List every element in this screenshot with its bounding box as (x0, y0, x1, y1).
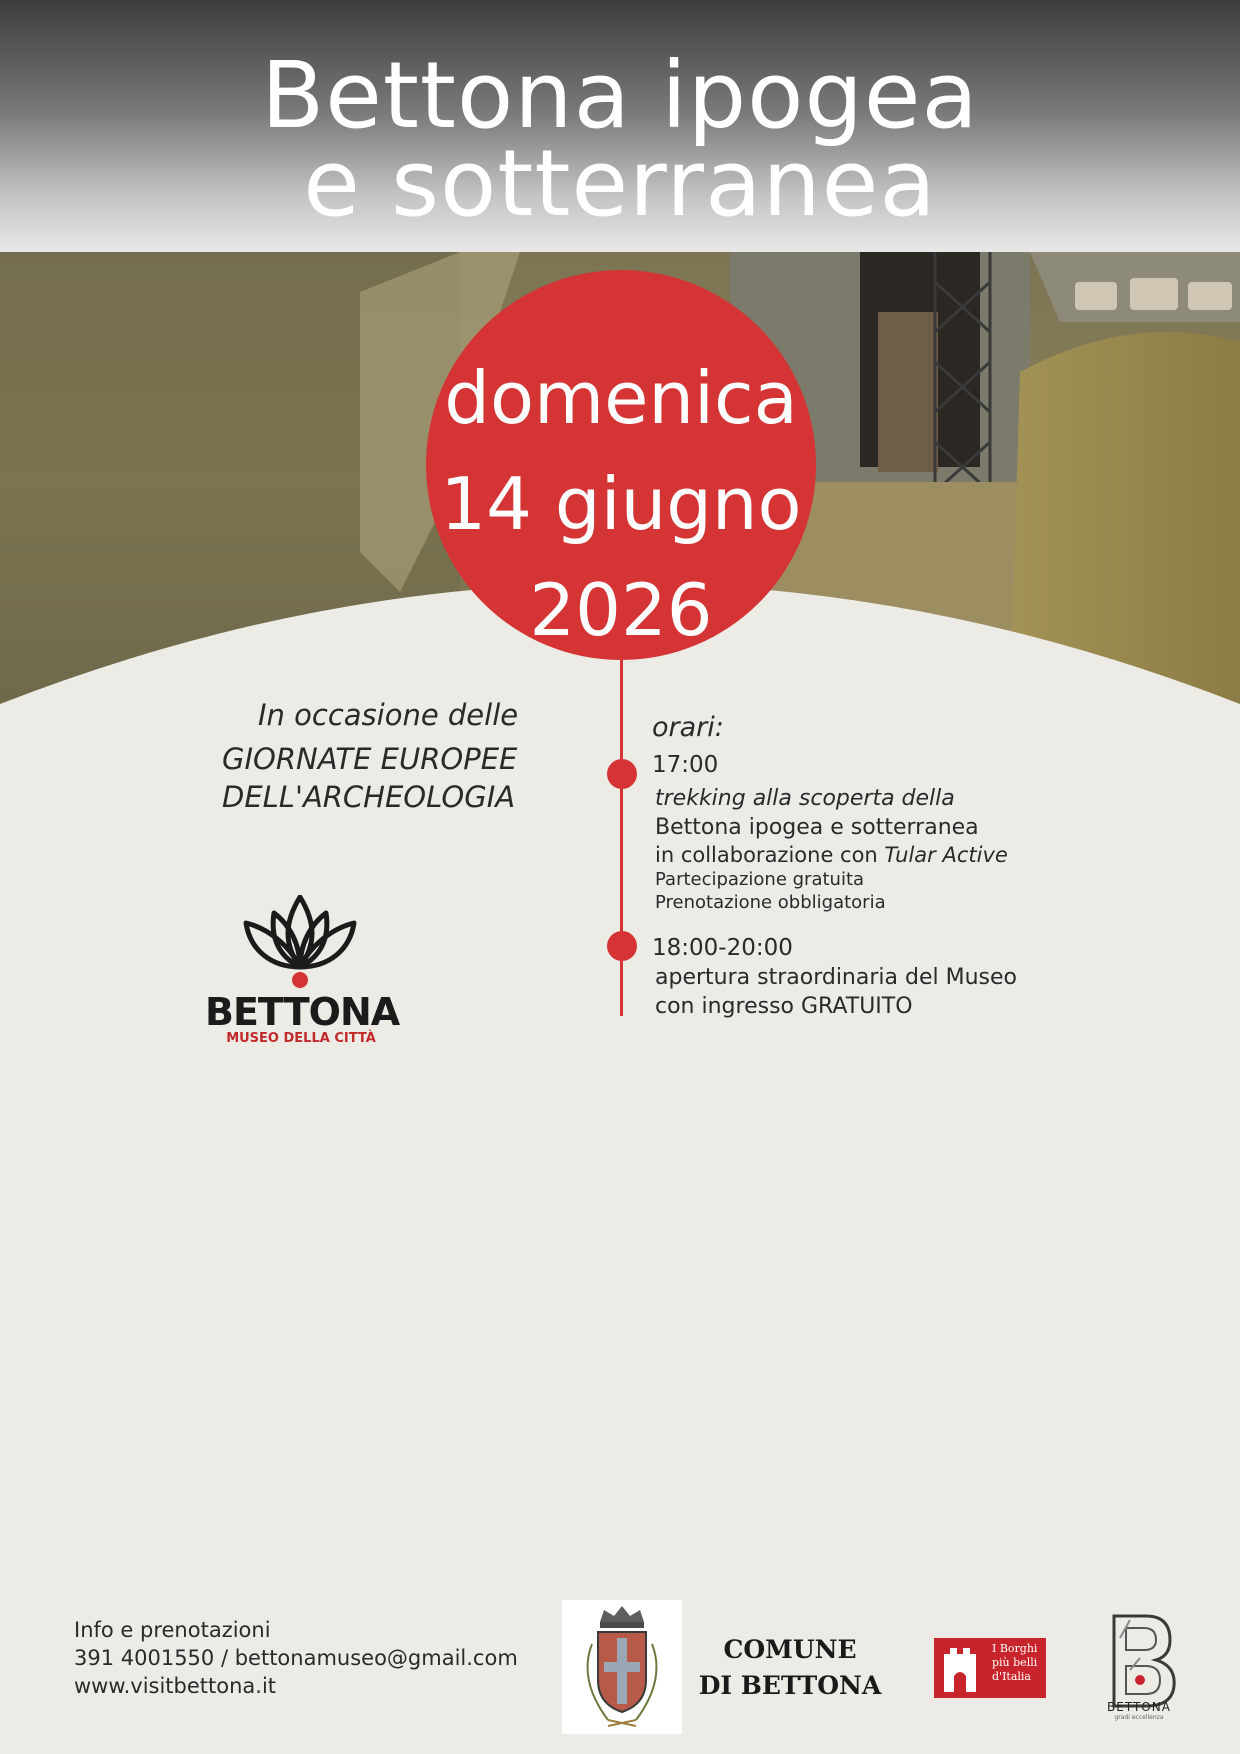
date-year: 2026 (529, 568, 713, 652)
date-day-month: 14 giugno (440, 462, 802, 546)
event1-time: 17:00 (652, 752, 719, 778)
timeline-marker-2 (607, 931, 637, 961)
comune-line2: DI BETTONA (698, 1671, 882, 1700)
schedule-timeline (620, 658, 623, 1016)
museum-logo-name: BETTONA (205, 990, 400, 1034)
borghi-label (992, 1642, 1044, 1684)
borghi-line1: I Borghi (992, 1642, 1038, 1655)
event1-note-free: Partecipazione gratuita (655, 869, 865, 890)
event2-line2: con ingresso GRATUITO (655, 994, 913, 1019)
museum-logo-subtitle: MUSEO DELLA CITTÀ (226, 1031, 376, 1046)
date-weekday: domenica (444, 356, 798, 440)
event2-time: 18:00-20:00 (652, 935, 793, 961)
borghi-line3: d'Italia (992, 1670, 1031, 1683)
timeline-marker-1 (607, 759, 637, 789)
occasion-intro: In occasione delle (258, 698, 519, 732)
info-label: Info e prenotazioni (74, 1618, 271, 1642)
brand-name: BETTONA (1107, 1700, 1171, 1714)
event1-partner: Tular Active (884, 843, 1008, 867)
event-date-badge (426, 270, 816, 660)
event2-line1: apertura straordinaria del Museo (655, 965, 1017, 990)
borghi-tower-icon (934, 1638, 986, 1698)
event1-collab-prefix: in collaborazione con (655, 843, 885, 867)
occasion-line2: DELL'ARCHEOLOGIA (222, 780, 516, 814)
comune-name (695, 1632, 885, 1704)
brand-tagline: gradi eccellenza (1114, 1714, 1164, 1721)
comune-line1: COMUNE (723, 1635, 857, 1664)
borghi-line2: più belli (992, 1656, 1038, 1669)
event-title-line2: e sotterranea (303, 130, 937, 237)
event1-line2: Bettona ipogea e sotterranea (655, 815, 979, 840)
coat-of-arms-icon (562, 1600, 682, 1734)
website-link[interactable]: www.visitbettona.it (74, 1674, 277, 1698)
occasion-line1: GIORNATE EUROPEE (222, 742, 518, 776)
event1-line3 (655, 843, 1008, 867)
event1-note-booking: Prenotazione obbligatoria (655, 892, 886, 913)
occasion-event-name (222, 740, 517, 816)
event1-line1: trekking alla scoperta della (655, 786, 955, 811)
schedule-label: orari: (652, 712, 724, 743)
event-title-line1: Bettona ipogea (261, 42, 979, 149)
contact-phone-email: 391 4001550 / bettonamuseo@gmail.com (74, 1646, 518, 1670)
contact-info (74, 1616, 518, 1700)
